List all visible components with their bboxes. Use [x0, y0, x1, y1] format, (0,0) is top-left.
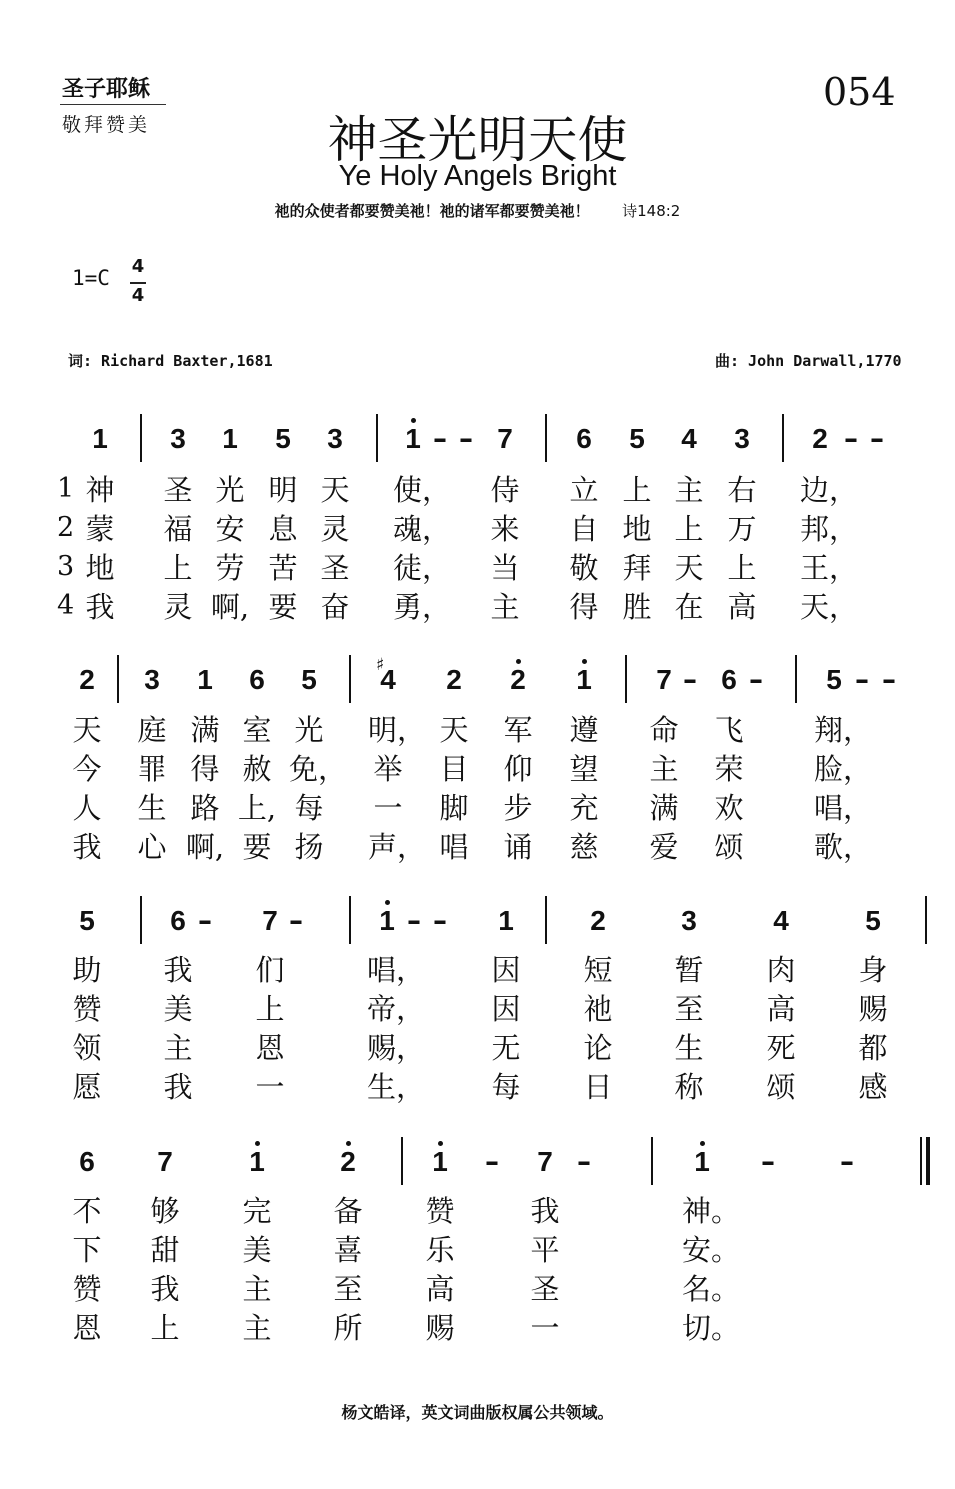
lyric-syllable: 翔， — [814, 713, 873, 747]
lyric-syllable: 右 — [727, 473, 757, 507]
note: 7 — [157, 1146, 173, 1177]
lyric-syllable: 遵 — [569, 713, 599, 747]
lyric-syllable: 得 — [569, 590, 599, 624]
lyric-syllable: 免， — [289, 752, 348, 786]
lyric-syllable: 欢 — [714, 791, 744, 825]
lyric-syllable: 安 — [215, 512, 245, 546]
lyric-syllable: 得 — [190, 752, 220, 786]
dash-mark: – — [198, 904, 212, 937]
note: 6 — [576, 423, 592, 454]
lyric-syllable: 名。 — [682, 1272, 741, 1306]
lyric-syllable: 罪 — [137, 752, 167, 786]
lyric-syllable: 诵 — [503, 830, 533, 864]
lyric-syllable: 我 — [163, 1070, 193, 1104]
lyric-syllable: 勇， — [393, 590, 452, 624]
scripture-reference: 诗148:2 — [622, 202, 681, 220]
lyric-syllable: 立 — [569, 473, 599, 507]
octave-dot — [700, 1141, 705, 1146]
lyric-syllable: 赐 — [425, 1311, 455, 1345]
lyric-syllable: 天 — [674, 551, 704, 585]
hymn-number: 054 — [823, 70, 896, 114]
lyric-syllable: 上 — [622, 473, 652, 507]
lyric-syllable: 要 — [268, 590, 298, 624]
lyric-syllable: 充 — [569, 791, 599, 825]
lyric-syllable: 暂 — [674, 953, 704, 987]
dash-mark: – — [761, 1145, 775, 1178]
lyric-syllable: 神。 — [682, 1194, 741, 1228]
note: 7 — [537, 1146, 553, 1177]
lyric-syllable: 上 — [674, 512, 704, 546]
note: 6 — [721, 664, 737, 695]
lyric-syllable: 满 — [649, 791, 679, 825]
note: 2 — [79, 664, 95, 695]
lyric-syllable: 生 — [137, 791, 167, 825]
lyric-syllable: 唱 — [439, 830, 469, 864]
sharp-sign: ♯ — [376, 655, 385, 675]
lyric-syllable: 赐 — [858, 992, 888, 1026]
lyric-syllable: 脚 — [439, 791, 469, 825]
lyric-syllable: 一 — [530, 1311, 560, 1345]
lyric-syllable: 唱， — [814, 791, 873, 825]
lyric-syllable: 举 — [373, 752, 403, 786]
note: 7 — [497, 423, 513, 454]
lyric-syllable: 天 — [439, 713, 469, 747]
lyric-syllable: 一 — [373, 791, 403, 825]
lyric-syllable: 甜 — [150, 1233, 180, 1267]
lyric-syllable: 恩 — [72, 1311, 102, 1345]
lyric-syllable: 死 — [766, 1031, 796, 1065]
dash-mark: – — [459, 422, 473, 455]
lyric-syllable: 感 — [858, 1070, 888, 1104]
dash-mark: – — [577, 1145, 591, 1178]
lyric-syllable: 主 — [649, 752, 679, 786]
lyric-syllable: 敬 — [569, 551, 599, 585]
note: 1 — [498, 905, 514, 936]
dash-mark: – — [433, 904, 447, 937]
lyric-syllable: 心 — [137, 830, 167, 864]
lyric-syllable: 颂 — [714, 830, 744, 864]
octave-dot — [516, 659, 521, 664]
note: 5 — [629, 423, 645, 454]
dash-mark: – — [407, 904, 421, 937]
lyric-syllable: 高 — [425, 1272, 455, 1306]
lyric-syllable: 圣 — [320, 551, 350, 585]
lyric-syllable: 主 — [163, 1031, 193, 1065]
note: 1 — [379, 905, 395, 936]
lyric-syllable: 魂， — [393, 512, 452, 546]
lyric-syllable: 生， — [367, 1070, 426, 1104]
lyric-syllable: 日 — [583, 1070, 613, 1104]
lyric-syllable: 扬 — [294, 830, 324, 864]
lyric-syllable: 领 — [72, 1031, 102, 1065]
lyric-syllable: 使， — [393, 473, 452, 507]
lyric-syllable: 主 — [242, 1272, 272, 1306]
lyric-syllable: 满 — [190, 713, 220, 747]
time-signature-line — [130, 282, 146, 284]
octave-dot — [438, 1141, 443, 1146]
dash-mark: – — [289, 904, 303, 937]
hymn-title-english: Ye Holy Angels Bright — [338, 160, 617, 192]
note: 2 — [812, 423, 828, 454]
composer-credit: 曲: John Darwall,1770 — [715, 352, 902, 370]
lyric-syllable: 上, — [237, 791, 277, 825]
note: 6 — [249, 664, 265, 695]
lyric-syllable: 美 — [242, 1233, 272, 1267]
lyric-syllable: 仰 — [503, 752, 533, 786]
note: 1 — [197, 664, 213, 695]
lyric-syllable: 王， — [800, 551, 859, 585]
lyric-syllable: 灵 — [163, 590, 193, 624]
lyric-syllable: 每 — [294, 791, 324, 825]
lyric-syllable: 我 — [150, 1272, 180, 1306]
dash-mark: – — [433, 422, 447, 455]
lyric-syllable: 我 — [163, 953, 193, 987]
lyric-syllable: 侍 — [490, 473, 520, 507]
dash-mark: – — [855, 663, 869, 696]
lyric-syllable: 今 — [72, 752, 102, 786]
lyric-syllable: 要 — [242, 830, 272, 864]
lyric-syllable: 地 — [622, 512, 652, 546]
bar-line — [349, 896, 351, 944]
note: 1 — [222, 423, 238, 454]
octave-dot — [385, 900, 390, 905]
lyric-syllable: 身 — [858, 953, 888, 987]
lyric-syllable: 当 — [490, 551, 520, 585]
octave-dot — [255, 1141, 260, 1146]
lyric-syllable: 飞 — [714, 713, 744, 747]
note: 4 — [380, 664, 396, 695]
lyric-syllable: 蒙 — [85, 512, 115, 546]
lyric-syllable: 荣 — [714, 752, 744, 786]
lyric-syllable: 我 — [85, 590, 115, 624]
lyric-syllable: 光 — [294, 713, 324, 747]
lyric-syllable: 徒， — [393, 551, 452, 585]
dash-mark: – — [882, 663, 896, 696]
note: 1 — [405, 423, 421, 454]
note: 6 — [170, 905, 186, 936]
note: 2 — [510, 664, 526, 695]
lyric-syllable: 我 — [530, 1194, 560, 1228]
lyric-syllable: 喜 — [333, 1233, 363, 1267]
octave-dot — [411, 418, 416, 423]
scripture-quote — [0, 200, 955, 221]
lyric-syllable: 天 — [72, 713, 102, 747]
bar-line — [782, 414, 784, 462]
lyric-syllable: 圣 — [530, 1272, 560, 1306]
lyric-syllable: 都 — [858, 1031, 888, 1065]
lyric-syllable: 论 — [583, 1031, 613, 1065]
lyric-syllable: 明 — [268, 473, 298, 507]
lyric-syllable: 上 — [163, 551, 193, 585]
verse-number: 2 — [57, 512, 75, 543]
lyric-syllable: 愿 — [72, 1070, 102, 1104]
lyric-syllable: 人 — [72, 791, 102, 825]
lyric-syllable: 每 — [491, 1070, 521, 1104]
lyric-syllable: 光 — [215, 473, 245, 507]
lyric-syllable: 赞 — [72, 992, 102, 1026]
lyric-syllable: 够 — [150, 1194, 180, 1228]
final-bar-line — [926, 1137, 930, 1185]
bar-line — [920, 1137, 922, 1185]
lyric-syllable: 祂 — [583, 992, 613, 1026]
lyric-syllable: 肉 — [766, 953, 796, 987]
lyric-syllable: 因 — [491, 953, 521, 987]
lyric-syllable: 切。 — [682, 1311, 741, 1345]
dash-mark: – — [485, 1145, 499, 1178]
lyric-syllable: 我 — [72, 830, 102, 864]
lyric-syllable: 神 — [85, 473, 115, 507]
lyric-syllable: 慈 — [569, 830, 599, 864]
verse-number: 3 — [57, 551, 75, 582]
lyric-syllable: 生 — [674, 1031, 704, 1065]
lyric-syllable: 主 — [242, 1311, 272, 1345]
verse-number: 4 — [57, 590, 75, 621]
note: 1 — [249, 1146, 265, 1177]
lyric-syllable: 颂 — [766, 1070, 796, 1104]
note: 3 — [170, 423, 186, 454]
lyric-syllable: 称 — [674, 1070, 704, 1104]
lyric-syllable: 啊, — [185, 830, 225, 864]
lyric-syllable: 军 — [503, 713, 533, 747]
lyric-syllable: 至 — [333, 1272, 363, 1306]
bar-line — [376, 414, 378, 462]
lyric-syllable: 乐 — [425, 1233, 455, 1267]
note: 5 — [79, 905, 95, 936]
lyric-syllable: 邦， — [800, 512, 859, 546]
lyric-syllable: 啊, — [210, 590, 250, 624]
octave-dot — [582, 659, 587, 664]
note: 7 — [262, 905, 278, 936]
lyric-syllable: 不 — [72, 1194, 102, 1228]
lyric-syllable: 劳 — [215, 551, 245, 585]
note: 7 — [656, 664, 672, 695]
lyric-syllable: 赞 — [72, 1272, 102, 1306]
lyric-syllable: 至 — [674, 992, 704, 1026]
lyric-syllable: 上 — [727, 551, 757, 585]
lyric-syllable: 步 — [503, 791, 533, 825]
lyric-syllable: 完 — [242, 1194, 272, 1228]
hymn-title-chinese: 神圣光明天使 — [327, 111, 628, 169]
note: 1 — [576, 664, 592, 695]
lyric-syllable: 下 — [72, 1233, 102, 1267]
lyric-syllable: 奋 — [320, 590, 350, 624]
lyric-syllable: 赐， — [367, 1031, 426, 1065]
lyric-syllable: 主 — [674, 473, 704, 507]
lyric-syllable: 脸， — [814, 752, 873, 786]
lyric-syllable: 来 — [490, 512, 520, 546]
lyric-syllable: 爱 — [649, 830, 679, 864]
lyric-syllable: 赦 — [242, 752, 272, 786]
lyric-syllable: 高 — [727, 590, 757, 624]
lyric-syllable: 所 — [333, 1311, 363, 1345]
bar-line — [651, 1137, 653, 1185]
dash-mark: – — [683, 663, 697, 696]
lyric-syllable: 唱， — [367, 953, 426, 987]
note: 1 — [694, 1146, 710, 1177]
lyric-syllable: 望 — [569, 752, 599, 786]
scripture-text: 祂的众使者都要赞美祂！祂的诸军都要赞美祂！ — [274, 202, 590, 220]
lyric-syllable: 们 — [255, 953, 285, 987]
lyric-syllable: 路 — [190, 791, 220, 825]
note: 3 — [144, 664, 160, 695]
dash-mark: – — [840, 1145, 854, 1178]
lyric-syllable: 主 — [490, 590, 520, 624]
bar-line — [625, 655, 627, 703]
lyric-syllable: 苦 — [268, 551, 298, 585]
note: 2 — [340, 1146, 356, 1177]
dash-mark: – — [749, 663, 763, 696]
key-signature: 1=C — [72, 266, 110, 290]
lyric-syllable: 明， — [368, 713, 427, 747]
lyric-syllable: 天， — [800, 590, 859, 624]
lyric-syllable: 一 — [255, 1070, 285, 1104]
note: 5 — [275, 423, 291, 454]
bar-line — [140, 896, 142, 944]
lyric-syllable: 短 — [583, 953, 613, 987]
bar-line — [925, 896, 927, 944]
lyric-syllable: 平 — [530, 1233, 560, 1267]
bar-line — [140, 414, 142, 462]
bar-line — [545, 896, 547, 944]
lyric-syllable: 庭 — [137, 713, 167, 747]
lyric-syllable: 上 — [255, 992, 285, 1026]
lyric-syllable: 恩 — [255, 1031, 285, 1065]
lyric-syllable: 歌， — [814, 830, 873, 864]
lyric-syllable: 地 — [85, 551, 115, 585]
lyric-syllable: 赞 — [425, 1194, 455, 1228]
bar-line — [349, 655, 351, 703]
lyric-syllable: 美 — [163, 992, 193, 1026]
lyric-syllable: 声， — [368, 830, 427, 864]
book-subtitle: 敬拜赞美 — [62, 114, 151, 136]
dash-mark: – — [870, 422, 884, 455]
lyric-syllable: 圣 — [163, 473, 193, 507]
note: 5 — [826, 664, 842, 695]
lyric-syllable: 福 — [163, 512, 193, 546]
lyric-syllable: 在 — [674, 590, 704, 624]
time-signature-numerator: 4 — [131, 256, 145, 277]
lyric-syllable: 胜 — [622, 590, 652, 624]
note: 2 — [590, 905, 606, 936]
verse-number: 1 — [57, 473, 75, 504]
bar-line — [545, 414, 547, 462]
note: 6 — [79, 1146, 95, 1177]
lyric-syllable: 边， — [800, 473, 859, 507]
note: 5 — [301, 664, 317, 695]
lyric-syllable: 息 — [268, 512, 298, 546]
lyric-syllable: 室 — [242, 713, 272, 747]
lyric-syllable: 安。 — [682, 1233, 741, 1267]
lyric-syllable: 自 — [569, 512, 599, 546]
lyric-syllable: 帝， — [367, 992, 426, 1026]
note: 2 — [446, 664, 462, 695]
note: 4 — [681, 423, 697, 454]
lyric-syllable: 命 — [649, 713, 679, 747]
lyric-syllable: 备 — [333, 1194, 363, 1228]
lyricist-credit: 词: Richard Baxter,1681 — [68, 352, 273, 370]
octave-dot — [346, 1141, 351, 1146]
lyric-syllable: 上 — [150, 1311, 180, 1345]
lyric-syllable: 灵 — [320, 512, 350, 546]
footer-copyright: 杨文皓译，英文词曲版权属公共领域。 — [341, 1403, 614, 1422]
note: 1 — [92, 423, 108, 454]
lyric-syllable: 拜 — [622, 551, 652, 585]
lyric-syllable: 目 — [439, 752, 469, 786]
note: 5 — [865, 905, 881, 936]
bar-line — [795, 655, 797, 703]
note: 3 — [734, 423, 750, 454]
lyric-syllable: 无 — [491, 1031, 521, 1065]
lyric-syllable: 高 — [766, 992, 796, 1026]
lyric-syllable: 因 — [491, 992, 521, 1026]
dash-mark: – — [844, 422, 858, 455]
lyric-syllable: 万 — [727, 512, 757, 546]
book-title: 圣子耶稣 — [62, 76, 151, 102]
lyric-syllable: 助 — [72, 953, 102, 987]
note: 3 — [681, 905, 697, 936]
bar-line — [401, 1137, 403, 1185]
bar-line — [117, 655, 119, 703]
note: 4 — [773, 905, 789, 936]
time-signature-denominator: 4 — [131, 285, 145, 306]
note: 3 — [327, 423, 343, 454]
lyric-syllable: 天 — [320, 473, 350, 507]
note: 1 — [432, 1146, 448, 1177]
